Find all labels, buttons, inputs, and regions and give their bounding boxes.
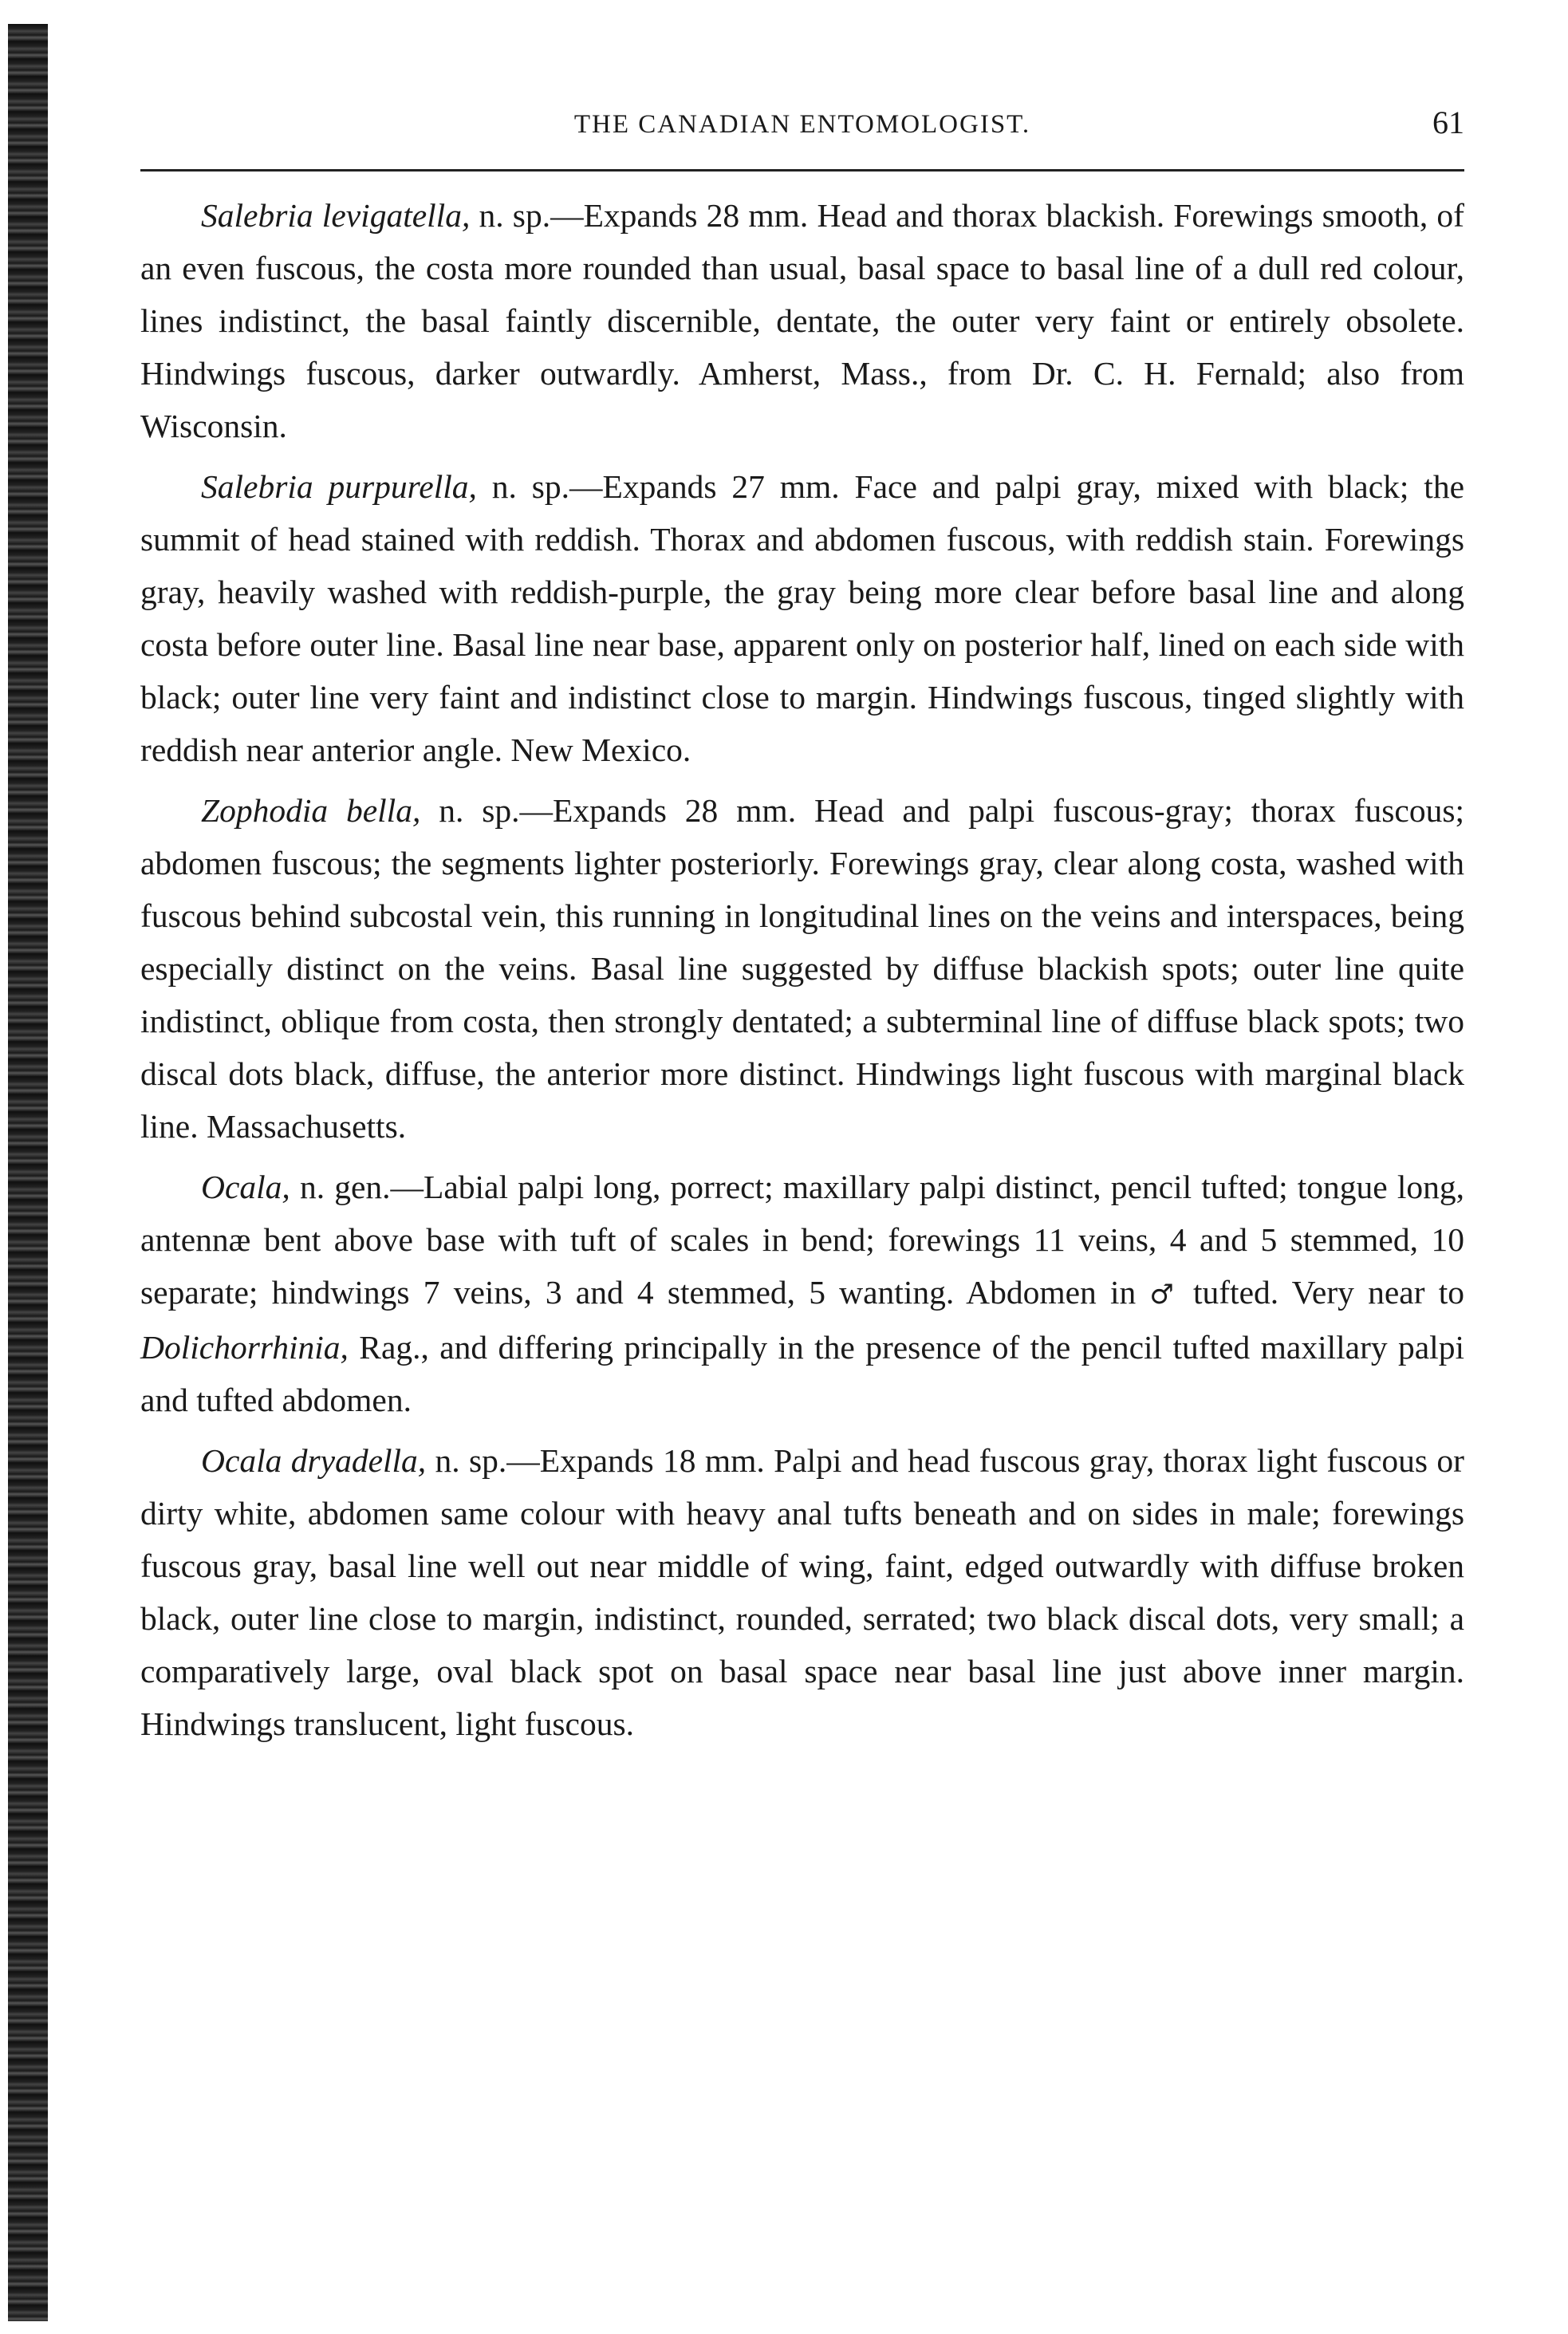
entry-ocala-genus [140,1161,1464,1426]
entry-text: tufted. Very near to [1179,1274,1464,1311]
entry-text: n. sp.—Expands 28 mm. Head and thorax blackish. Forewings smooth, of an even fuscous, the costa more rounded than usual, basal space to basal line of a dull red colour, lines indistinct, the basal faintly discernible, dentate, the outer very faint or entirely obsolete. Hindwings fuscous, darker outwardly. Amherst, Mass., from Dr. C. H. Fernald; also from Wisconsin. [140,197,1464,444]
entry-text: Rag., and differing principally in the presence of the pencil tufted maxillary palpi and tufted abdomen. [140,1329,1464,1418]
entry-text: n. sp.—Expands 18 mm. Palpi and head fuscous gray, thorax light fuscous or dirty white, abdomen same colour with heavy anal tufts beneath and on sides in male; forewings fuscous gray, basal line well out near middle of wing, faint, edged outwardly with diffuse broken black, outer line close to margin, indistinct, rounded, serrated; two black discal dots, very small; a comparatively large, oval black spot on basal space near basal line just above inner margin. Hindwings translucent, light fuscous. [140,1442,1464,1742]
entry-salebria-levigatella [140,189,1464,452]
header-rule [140,169,1464,172]
taxon-name: Ocala dryadella, [201,1442,427,1479]
page [140,104,1464,1758]
taxon-name: Zophodia bella, [201,792,421,829]
male-symbol: ♂ [1149,1279,1180,1311]
running-head [140,104,1464,152]
taxon-name: Salebria purpurella, [201,468,477,505]
entry-ocala-dryadella [140,1434,1464,1750]
taxon-name: Ocala, [201,1169,290,1205]
binding-edge [8,24,48,2321]
running-title: THE CANADIAN ENTOMOLOGIST. [573,110,1031,139]
entry-text: n. gen.—Labial palpi long, porrect; maxillary palpi distinct, pencil tufted; tongue long, antennæ bent above base with tuft of scales in bend; forewings 11 veins, 4 and 5 stemmed, 10 separate; hindwings 7 veins, 3 and 4 stemmed, 5 wanting. Abdomen in [140,1169,1464,1311]
taxon-name: Salebria levigatella, [201,197,471,234]
entry-salebria-purpurella [140,460,1464,776]
entry-zophodia-bella [140,784,1464,1153]
page-number: 61 [1432,104,1464,140]
entry-text: n. sp.—Expands 28 mm. Head and palpi fuscous-gray; thorax fuscous; abdomen fuscous; the segments lighter posteriorly. Forewings gray, clear along costa, washed with fuscous behind subcostal vein, this running in longitudinal lines on the veins and interspaces, being especially distinct on the veins. Basal line suggested by diffuse blackish spots; outer line quite indistinct, oblique from costa, then strongly dentated; a subterminal line of diffuse black spots; two discal dots black, diffuse, the anterior more distinct. Hindwings light fuscous with marginal black line. Massachusetts. [140,792,1464,1145]
reference-taxon: Dolichorrhinia, [140,1329,349,1366]
entry-text: n. sp.—Expands 27 mm. Face and palpi gray, mixed with black; the summit of head stained with reddish. Thorax and abdomen fuscous, with reddish stain. Forewings gray, heavily washed with reddish-purple, the gray being more clear before basal line and along costa before outer line. Basal line near base, apparent only on posterior half, lined on each side with black; outer line very faint and indistinct close to margin. Hindwings fuscous, tinged slightly with reddish near anterior angle. New Mexico. [140,468,1464,768]
